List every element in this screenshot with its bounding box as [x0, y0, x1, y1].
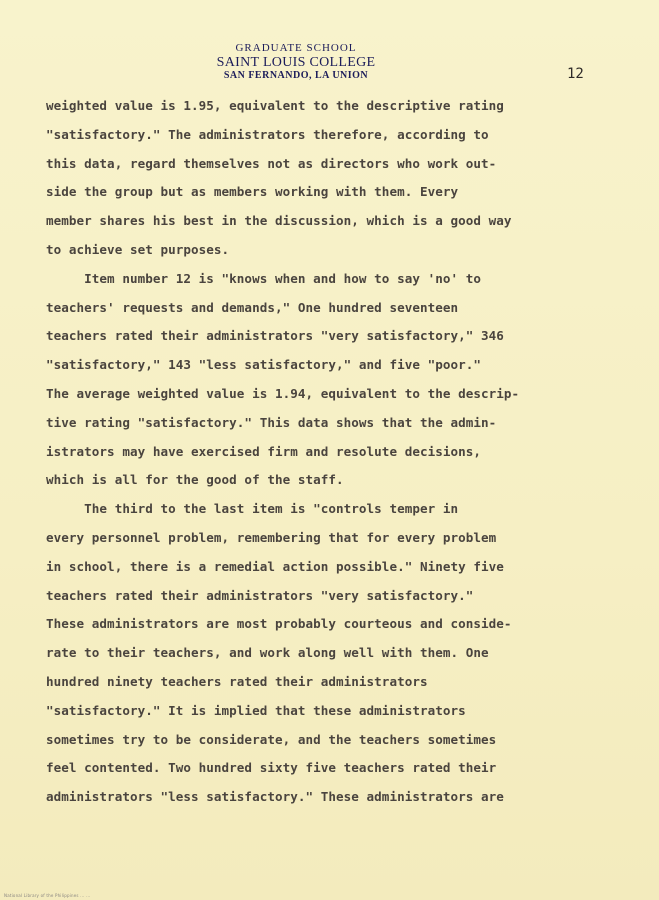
text-line: sometimes try to be considerate, and the teachers sometimes	[46, 731, 497, 747]
text-line: this data, regard themselves not as directors who work out-	[46, 155, 497, 171]
typed-body-text	[46, 92, 594, 812]
letterhead-location: SAN FERNANDO, LA UNION	[223, 70, 369, 81]
text-line: istrators may have exercised firm and resolute decisions,	[46, 443, 482, 459]
text-line: weighted value is 1.95, equivalent to the descriptive rating	[46, 98, 504, 113]
text-line: hundred ninety teachers rated their administrators	[46, 673, 428, 689]
text-line: member shares his best in the discussion, which is a good way	[46, 213, 512, 229]
letterhead-college: SAINT LOUIS COLLEGE	[216, 55, 376, 70]
text-line: The third to the last item is "controls temper in	[46, 501, 459, 517]
text-line: tive rating "satisfactory." This data shows that the admin-	[46, 414, 497, 430]
text-line: Item number 12 is "knows when and how to say 'no' to	[46, 270, 482, 286]
page-number: 12	[567, 66, 584, 82]
text-line: These administrators are most probably courteous and conside-	[46, 616, 512, 632]
text-line: teachers rated their administrators "very satisfactory."	[46, 587, 474, 603]
text-line: feel contented. Two hundred sixty five teachers rated their	[46, 760, 497, 776]
text-line: which is all for the good of the staff.	[46, 472, 344, 488]
text-line: The average weighted value is 1.94, equivalent to the descrip-	[46, 385, 520, 401]
text-line: to achieve set purposes.	[46, 241, 230, 257]
text-line: every personnel problem, remembering that for every problem	[46, 529, 497, 545]
text-line: "satisfactory," 143 "less satisfactory," and five "poor."	[46, 357, 482, 373]
footer-caption: National Library of the Philippines ... ...	[4, 893, 91, 898]
text-line: rate to their teachers, and work along well with them. One	[46, 645, 489, 661]
text-line: "satisfactory." The administrators therefore, according to	[46, 126, 489, 142]
text-line: administrators "less satisfactory." These administrators are	[46, 789, 504, 805]
letterhead	[0, 42, 592, 82]
text-line: teachers' requests and demands," One hundred seventeen	[46, 299, 459, 315]
text-line: side the group but as members working with them. Every	[46, 184, 459, 200]
text-line: "satisfactory." It is implied that these administrators	[46, 702, 466, 718]
text-line: teachers rated their administrators "very satisfactory," 346	[46, 328, 504, 344]
text-line: in school, there is a remedial action possible." Ninety five	[46, 558, 504, 574]
letterhead-school: GRADUATE SCHOOL	[235, 42, 357, 54]
